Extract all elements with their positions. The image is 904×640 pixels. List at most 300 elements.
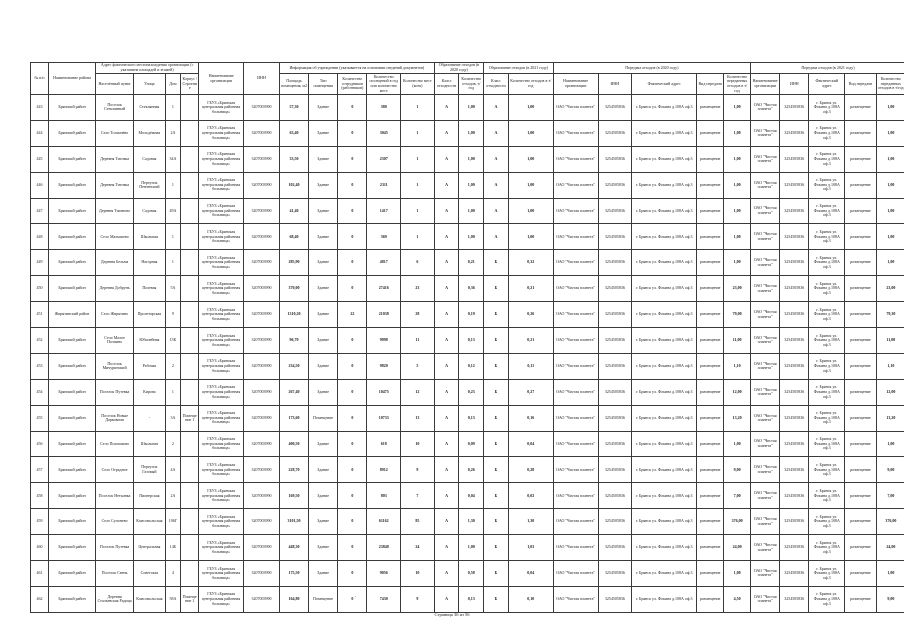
cell-house: 58А: [165, 586, 181, 612]
cell-staff: 0: [338, 457, 367, 483]
cell-district: Брянский район: [48, 198, 95, 224]
cell-recv-type2: размещение: [845, 172, 876, 198]
cell-type: Здание: [309, 561, 338, 587]
cell-recv-qty: 4,50: [724, 586, 751, 612]
cell-recv-qty2: 1,00: [876, 431, 904, 457]
cell-building: [181, 561, 199, 587]
cell-recv-qty2: 1,00: [876, 95, 904, 121]
cell-type: Здание: [309, 535, 338, 561]
cell-recv-addr2: г. Брянск ул. Фокина д.108А оф.3: [809, 431, 845, 457]
table-row: [31, 535, 904, 561]
cell-house: 34А: [165, 146, 181, 172]
row-num: 461: [31, 561, 49, 587]
cell-org: ГБУЗ «Брянская центральная районная больница»: [199, 224, 244, 250]
cell-class: А: [434, 483, 459, 509]
cell-inn: 3207003990: [244, 586, 280, 612]
cell-qty: 0,13: [459, 328, 484, 354]
cell-recv-qty: 1,00: [724, 198, 751, 224]
cell-staff: 0: [338, 146, 367, 172]
cell-recv-qty2: 24,00: [876, 535, 904, 561]
cell-recv-org2: ОАО "Чистая планета": [751, 198, 780, 224]
cell-recv-qty2: 1,00: [876, 250, 904, 276]
cell-recv-inn2: 3254505836: [780, 457, 809, 483]
cell-recv-inn: 3254505836: [598, 457, 632, 483]
cell-area: 285,90: [279, 250, 308, 276]
cell-beds: 1: [401, 146, 435, 172]
cell-recv-addr: г. Брянск ул. Фокина д.108А оф.3: [632, 535, 697, 561]
cell-recv-addr2: г. Брянск ул. Фокина д.108А оф.3: [809, 250, 845, 276]
row-num: 454: [31, 379, 49, 405]
cell-recv-org2: ОАО "Чистая планета": [751, 561, 780, 587]
row-num: 462: [31, 586, 49, 612]
cell-recv-inn2: 3254505836: [780, 431, 809, 457]
cell-type: Здание: [309, 328, 338, 354]
cell-qty: 1,00: [459, 535, 484, 561]
cell-org: ГБУЗ «Брянская центральная районная больница»: [199, 146, 244, 172]
cell-type: Здание: [309, 198, 338, 224]
cell-recv-org: ОАО "Чистая планета": [553, 457, 598, 483]
cell-recv-org2: ОАО "Чистая планета": [751, 535, 780, 561]
cell-recv-inn: 3254505836: [598, 586, 632, 612]
cell-street: Центральная: [134, 535, 165, 561]
cell-recv-qty: 9,00: [724, 457, 751, 483]
cell-recv-org: ОАО "Чистая планета": [553, 431, 598, 457]
cell-locality: Поселок Стеклянный: [96, 95, 134, 121]
cell-recv-type2: размещение: [845, 379, 876, 405]
cell-area: 1310,20: [279, 302, 308, 328]
cell-recv-type: размещение: [697, 172, 724, 198]
cell-type: Здание: [309, 379, 338, 405]
cell-recv-qty2: 9,00: [876, 457, 904, 483]
cell-recv-org: ОАО "Чистая планета": [553, 483, 598, 509]
cell-class: А: [434, 353, 459, 379]
cell-recv-qty2: 7,00: [876, 483, 904, 509]
cell-recv-org2: ОАО "Чистая планета": [751, 431, 780, 457]
cell-recv-type2: размещение: [845, 328, 876, 354]
cell-recv-inn: 3254505836: [598, 405, 632, 431]
cell-recv-addr2: г. Брянск ул. Фокина д.108А оф.3: [809, 457, 845, 483]
cell-qty2: 1,00: [508, 224, 553, 250]
cell-recv-org2: ОАО "Чистая планета": [751, 379, 780, 405]
cell-inn: 3207003990: [244, 353, 280, 379]
cell-recv-addr: г. Брянск ул. Фокина д.108А оф.3: [632, 483, 697, 509]
cell-building: [181, 172, 199, 198]
cell-building: [181, 509, 199, 535]
cell-org: ГБУЗ «Брянская центральная районная больница»: [199, 405, 244, 431]
cell-street: Пионерская: [134, 483, 165, 509]
cell-visits: 4817: [367, 250, 401, 276]
cell-district: Брянский район: [48, 328, 95, 354]
cell-house: 9: [165, 302, 181, 328]
cell-qty: 0,58: [459, 561, 484, 587]
cell-recv-org: ОАО "Чистая планета": [553, 405, 598, 431]
cell-street: -: [134, 405, 165, 431]
cell-house: 1: [165, 172, 181, 198]
cell-qty2: 1,03: [508, 535, 553, 561]
cell-org: ГБУЗ «Брянская центральная районная больница»: [199, 379, 244, 405]
cell-recv-qty2: 23,00: [876, 276, 904, 302]
cell-staff: 0: [338, 120, 367, 146]
cell-recv-qty: 1,00: [724, 431, 751, 457]
cell-recv-addr2: г. Брянск ул. Фокина д.108А оф.3: [809, 120, 845, 146]
cell-qty2: 1,00: [508, 172, 553, 198]
cell-class: А: [434, 95, 459, 121]
cell-qty2: 1,00: [508, 120, 553, 146]
cell-recv-type2: размещение: [845, 95, 876, 121]
cell-recv-inn: 3254505836: [598, 379, 632, 405]
cell-recv-addr2: г. Брянск ул. Фокина д.108А оф.3: [809, 146, 845, 172]
hdr-recv-addr2: Фактический адрес: [809, 74, 845, 95]
cell-recv-addr2: г. Брянск ул. Фокина д.108А оф.3: [809, 379, 845, 405]
cell-org: ГБУЗ «Брянская центральная районная больница»: [199, 586, 244, 612]
cell-class: А: [434, 146, 459, 172]
cell-recv-inn2: 3254505836: [780, 172, 809, 198]
cell-visits: 2311: [367, 172, 401, 198]
cell-qty: 1,00: [459, 198, 484, 224]
row-num: 460: [31, 535, 49, 561]
page-number: Страница 36 из 56: [434, 612, 470, 617]
cell-inn: 3207003990: [244, 302, 280, 328]
cell-visits: 380: [367, 95, 401, 121]
table-row: [31, 250, 904, 276]
cell-recv-qty: 1,00: [724, 561, 751, 587]
stray-mark: .: [355, 594, 357, 599]
cell-class2: А: [484, 95, 509, 121]
cell-recv-inn2: 3254505836: [780, 483, 809, 509]
cell-class: А: [434, 172, 459, 198]
table-row: [31, 224, 904, 250]
cell-recv-inn2: 3254505836: [780, 224, 809, 250]
cell-district: Брянский район: [48, 146, 95, 172]
cell-district: Брянский район: [48, 250, 95, 276]
cell-qty2: 0,26: [508, 302, 553, 328]
cell-class2: Б: [484, 586, 509, 612]
cell-org: ГБУЗ «Брянская центральная районная больница»: [199, 483, 244, 509]
cell-staff: 0: [338, 172, 367, 198]
cell-recv-addr2: г. Брянск ул. Фокина д.108А оф.3: [809, 353, 845, 379]
cell-visits: 10475: [367, 379, 401, 405]
cell-recv-qty2: 1,00: [876, 198, 904, 224]
table-row: [31, 379, 904, 405]
cell-street: Садовая: [134, 198, 165, 224]
cell-staff: 0: [338, 276, 367, 302]
cell-class2: Б: [484, 535, 509, 561]
cell-recv-type2: размещение: [845, 120, 876, 146]
cell-class2: Б: [484, 457, 509, 483]
cell-house: 15К: [165, 328, 181, 354]
cell-locality: Поселок Мичуринский: [96, 353, 134, 379]
cell-visits: 369: [367, 224, 401, 250]
row-num: 449: [31, 250, 49, 276]
cell-recv-inn: 3254505836: [598, 198, 632, 224]
hdr-group-2021: Образование отходов (в 2021 году): [484, 63, 554, 74]
cell-beds: 7: [401, 483, 435, 509]
cell-area: 96,70: [279, 328, 308, 354]
cell-recv-type2: размещение: [845, 302, 876, 328]
cell-qty: 1,00: [459, 172, 484, 198]
cell-beds: 1: [401, 198, 435, 224]
cell-beds: 28: [401, 302, 435, 328]
cell-recv-type: размещение: [697, 405, 724, 431]
cell-recv-type2: размещение: [845, 276, 876, 302]
cell-recv-qty2: 9,00: [876, 586, 904, 612]
row-num: 451: [31, 302, 49, 328]
cell-staff: 0: [338, 379, 367, 405]
hdr-recv-org2: Наименование организации: [751, 74, 780, 95]
cell-house: 49А: [165, 198, 181, 224]
table-row: [31, 302, 904, 328]
cell-recv-qty2: 13,20: [876, 405, 904, 431]
cell-recv-addr2: г. Брянск ул. Фокина д.108А оф.3: [809, 328, 845, 354]
cell-recv-qty2: 1,00: [876, 172, 904, 198]
cell-building: [181, 535, 199, 561]
cell-beds: 1: [401, 120, 435, 146]
cell-inn: 3207003990: [244, 379, 280, 405]
cell-building: [181, 276, 199, 302]
cell-recv-org: ОАО "Чистая планета": [553, 302, 598, 328]
row-num: 453: [31, 353, 49, 379]
cell-building: [181, 95, 199, 121]
cell-building: [181, 146, 199, 172]
cell-area: 173,60: [279, 405, 308, 431]
hdr-district: Наименование района: [48, 63, 95, 95]
cell-staff: 22: [338, 302, 367, 328]
cell-recv-addr: г. Брянск ул. Фокина д.108А оф.3: [632, 457, 697, 483]
cell-type: Здание: [309, 224, 338, 250]
cell-qty2: 0,21: [508, 276, 553, 302]
cell-recv-org: ОАО "Чистая планета": [553, 146, 598, 172]
cell-qty: 1,00: [459, 120, 484, 146]
cell-recv-org2: ОАО "Чистая планета": [751, 276, 780, 302]
cell-visits: 8912: [367, 457, 401, 483]
cell-street: Комсомольская: [134, 509, 165, 535]
registry-sheet: [30, 62, 904, 613]
cell-recv-type2: размещение: [845, 561, 876, 587]
cell-recv-inn2: 3254505836: [780, 146, 809, 172]
cell-area: 33,50: [279, 146, 308, 172]
hdr-recv-inn: ИНН: [598, 74, 632, 95]
cell-beds: 85: [401, 509, 435, 535]
cell-class2: А: [484, 198, 509, 224]
cell-beds: 5: [401, 353, 435, 379]
cell-recv-type: размещение: [697, 431, 724, 457]
cell-street: Переулок Пензенский: [134, 172, 165, 198]
cell-qty2: 0,21: [508, 328, 553, 354]
cell-recv-qty: 79,00: [724, 302, 751, 328]
cell-beds: 12: [401, 379, 435, 405]
cell-recv-type2: размещение: [845, 250, 876, 276]
cell-org: ГБУЗ «Брянская центральная районная больница»: [199, 431, 244, 457]
cell-recv-org: ОАО "Чистая планета": [553, 328, 598, 354]
cell-staff: 0: [338, 535, 367, 561]
cell-district: Брянский район: [48, 483, 95, 509]
table-header: [31, 63, 904, 95]
cell-visits: 10733: [367, 405, 401, 431]
cell-recv-org: ОАО "Чистая планета": [553, 95, 598, 121]
cell-qty2: 0,32: [508, 250, 553, 276]
hdr-recv-type2: Вид передачи: [845, 74, 876, 95]
hdr-group-info: Информация об учреждении (указывается на основании сведений документов): [279, 63, 434, 74]
cell-recv-inn: 3254505836: [598, 535, 632, 561]
cell-recv-type: размещение: [697, 276, 724, 302]
cell-type: Здание: [309, 457, 338, 483]
cell-area: 57,30: [279, 95, 308, 121]
cell-street: Советская: [134, 561, 165, 587]
cell-inn: 3207003990: [244, 535, 280, 561]
cell-qty: 0,36: [459, 276, 484, 302]
cell-recv-inn: 3254505836: [598, 120, 632, 146]
cell-street: Нагорная: [134, 250, 165, 276]
cell-district: Брянский район: [48, 561, 95, 587]
cell-qty: 1,00: [459, 95, 484, 121]
cell-class2: Б: [484, 561, 509, 587]
cell-district: Брянский район: [48, 586, 95, 612]
cell-street: Кирова: [134, 379, 165, 405]
cell-recv-org2: ОАО "Чистая планета": [751, 250, 780, 276]
cell-recv-org2: ОАО "Чистая планета": [751, 120, 780, 146]
cell-qty2: 0,11: [508, 353, 553, 379]
cell-qty: 0,13: [459, 405, 484, 431]
cell-recv-type2: размещение: [845, 535, 876, 561]
hdr-org: Наименование организации: [199, 63, 244, 95]
cell-district: Брянский район: [48, 224, 95, 250]
hdr-recv-addr: Фактический адрес: [632, 74, 697, 95]
cell-recv-type: размещение: [697, 561, 724, 587]
cell-recv-org: ОАО "Чистая планета": [553, 172, 598, 198]
table-row: [31, 405, 904, 431]
cell-org: ГБУЗ «Брянская центральная районная больница»: [199, 198, 244, 224]
cell-street: Юбилейная: [134, 328, 165, 354]
cell-recv-type: размещение: [697, 328, 724, 354]
cell-recv-qty: 1,10: [724, 353, 751, 379]
cell-recv-org2: ОАО "Чистая планета": [751, 457, 780, 483]
cell-recv-type2: размещение: [845, 198, 876, 224]
cell-recv-inn: 3254505836: [598, 431, 632, 457]
waste-registry-table: [30, 62, 904, 613]
cell-street: Рабочая: [134, 353, 165, 379]
cell-recv-inn2: 3254505836: [780, 198, 809, 224]
cell-staff: 0: [338, 586, 367, 612]
cell-staff: 0: [338, 95, 367, 121]
cell-locality: Деревня Тиганово: [96, 198, 134, 224]
cell-recv-addr2: г. Брянск ул. Фокина д.108А оф.3: [809, 586, 845, 612]
cell-recv-inn2: 3254505836: [780, 302, 809, 328]
cell-recv-addr2: г. Брянск ул. Фокина д.108А оф.3: [809, 172, 845, 198]
cell-recv-org: ОАО "Чистая планета": [553, 120, 598, 146]
cell-type: Здание: [309, 353, 338, 379]
cell-recv-qty: 24,00: [724, 535, 751, 561]
cell-class2: Б: [484, 405, 509, 431]
cell-recv-org: ОАО "Чистая планета": [553, 276, 598, 302]
row-num: 446: [31, 172, 49, 198]
cell-class: А: [434, 405, 459, 431]
cell-area: 448,30: [279, 535, 308, 561]
hdr-house: Дом: [165, 74, 181, 95]
cell-recv-addr: г. Брянск ул. Фокина д.108А оф.3: [632, 431, 697, 457]
cell-class2: Б: [484, 379, 509, 405]
cell-class: А: [434, 120, 459, 146]
cell-type: Здание: [309, 509, 338, 535]
cell-locality: Поселок Новые Дарковичи: [96, 405, 134, 431]
hdr-group-transfer-2020: Передача отходов (в 2020 году): [553, 63, 750, 74]
cell-locality: Село Полошково: [96, 431, 134, 457]
cell-inn: 3207003990: [244, 328, 280, 354]
table-body: [31, 95, 904, 613]
cell-house: 1: [165, 224, 181, 250]
cell-recv-type: размещение: [697, 198, 724, 224]
cell-org: ГБУЗ «Брянская центральная районная больница»: [199, 276, 244, 302]
table-row: [31, 431, 904, 457]
cell-visits: 9998: [367, 328, 401, 354]
table-row: [31, 483, 904, 509]
cell-class2: Б: [484, 328, 509, 354]
cell-org: ГБУЗ «Брянская центральная районная больница»: [199, 250, 244, 276]
cell-recv-type2: размещение: [845, 509, 876, 535]
cell-recv-qty: 12,00: [724, 379, 751, 405]
cell-beds: 13: [401, 405, 435, 431]
cell-locality: Село Малышево: [96, 224, 134, 250]
cell-house: 2: [165, 431, 181, 457]
cell-house: 1: [165, 379, 181, 405]
cell-org: ГБУЗ «Брянская центральная районная больница»: [199, 172, 244, 198]
cell-district: Брянский район: [48, 172, 95, 198]
cell-recv-type: размещение: [697, 120, 724, 146]
cell-recv-addr2: г. Брянск ул. Фокина д.108А оф.3: [809, 276, 845, 302]
cell-house: 2: [165, 353, 181, 379]
cell-locality: Деревня Добрунь: [96, 276, 134, 302]
cell-org: ГБУЗ «Брянская центральная районная больница»: [199, 561, 244, 587]
cell-visits: 3045: [367, 120, 401, 146]
cell-inn: 3207003990: [244, 457, 280, 483]
cell-staff: 0: [338, 561, 367, 587]
cell-recv-inn: 3254505836: [598, 509, 632, 535]
cell-street: Комсомольская: [134, 586, 165, 612]
cell-type: Здание: [309, 302, 338, 328]
cell-qty2: 1,00: [508, 95, 553, 121]
cell-recv-org2: ОАО "Чистая планета": [751, 509, 780, 535]
cell-locality: Поселок Путевка: [96, 379, 134, 405]
row-num: 459: [31, 509, 49, 535]
cell-recv-qty: 1,00: [724, 250, 751, 276]
cell-class2: Б: [484, 276, 509, 302]
cell-recv-inn2: 3254505836: [780, 250, 809, 276]
cell-recv-type2: размещение: [845, 146, 876, 172]
cell-building: [181, 198, 199, 224]
cell-recv-org: ОАО "Чистая планета": [553, 224, 598, 250]
cell-recv-org: ОАО "Чистая планета": [553, 250, 598, 276]
cell-class2: А: [484, 146, 509, 172]
cell-recv-type: размещение: [697, 146, 724, 172]
hdr-group-address: Адрес фактического местонахождения организации (с указанием площадей и этажей): [96, 63, 199, 74]
cell-recv-addr2: г. Брянск ул. Фокина д.108А оф.3: [809, 198, 845, 224]
cell-visits: 9056: [367, 561, 401, 587]
cell-staff: 0: [338, 431, 367, 457]
cell-recv-qty2: 12,00: [876, 379, 904, 405]
cell-recv-qty2: 1,00: [876, 561, 904, 587]
cell-house: 1: [165, 250, 181, 276]
cell-recv-type: размещение: [697, 457, 724, 483]
hdr-street: Улица: [134, 74, 165, 95]
cell-class: А: [434, 328, 459, 354]
cell-class: А: [434, 276, 459, 302]
cell-recv-qty2: 376,00: [876, 509, 904, 535]
cell-building: [181, 224, 199, 250]
cell-beds: 23: [401, 276, 435, 302]
cell-qty2: 0,04: [508, 561, 553, 587]
cell-staff: 0: [338, 224, 367, 250]
cell-building: [181, 120, 199, 146]
cell-recv-inn: 3254505836: [598, 302, 632, 328]
